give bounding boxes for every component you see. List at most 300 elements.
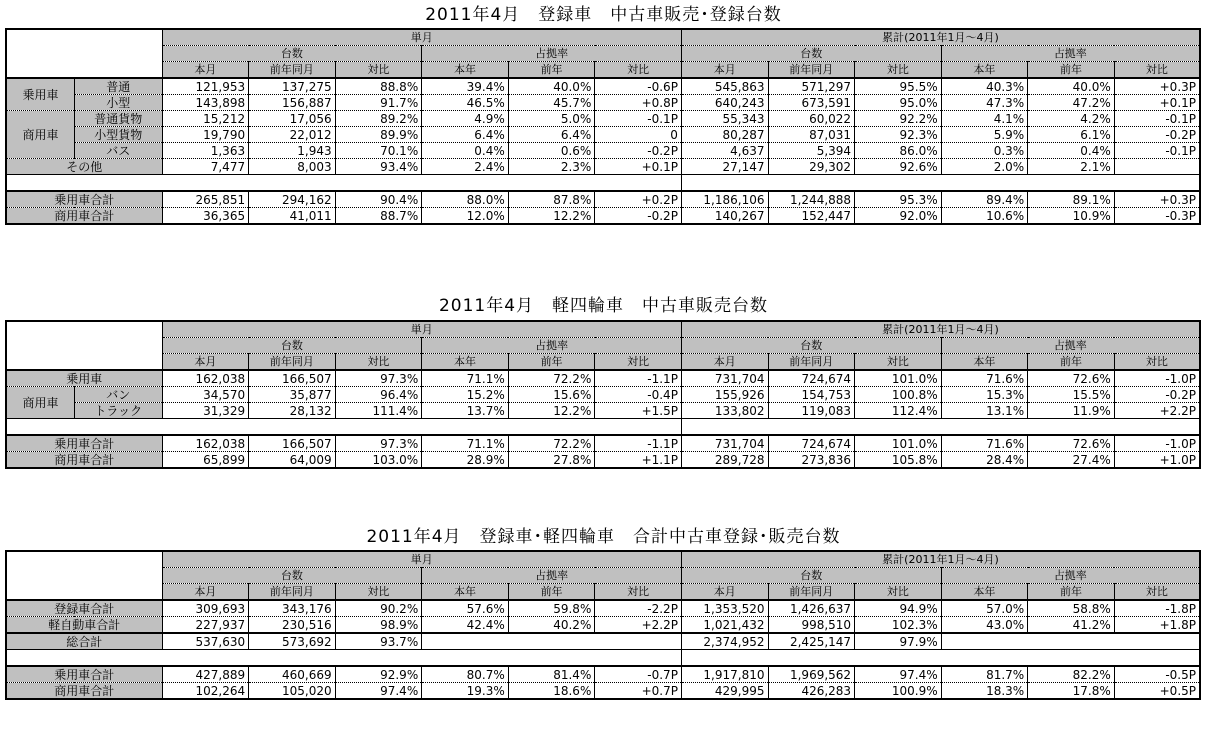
value-cell: 94.9%	[855, 600, 942, 617]
header-prev-year: 前年	[1028, 584, 1115, 601]
header-ratio: 対比	[855, 62, 942, 79]
value-cell: 2.4%	[422, 159, 509, 175]
value-cell: 427,889	[162, 666, 249, 683]
value-cell: 140,267	[681, 208, 768, 225]
table-row	[6, 127, 1200, 143]
value-cell: -1.0P	[1114, 435, 1200, 452]
value-cell: +0.7P	[595, 683, 682, 700]
value-cell: 15.3%	[941, 387, 1028, 403]
value-cell: 166,507	[249, 435, 336, 452]
value-cell: 166,507	[249, 370, 336, 387]
value-cell: 89.2%	[335, 111, 422, 127]
row-label: バス	[74, 143, 162, 159]
header-ratio: 対比	[335, 584, 422, 601]
header-this-month: 本月	[162, 584, 249, 601]
total-row	[6, 435, 1200, 452]
value-cell: 97.4%	[855, 666, 942, 683]
header-this-year: 本年	[422, 584, 509, 601]
value-cell: 1,363	[162, 143, 249, 159]
header-ratio: 対比	[595, 354, 682, 371]
value-cell: 1,969,562	[768, 666, 855, 683]
value-cell: 2.3%	[508, 159, 595, 175]
value-cell: 59.8%	[508, 600, 595, 617]
value-cell: 731,704	[681, 435, 768, 452]
value-cell: 72.2%	[508, 435, 595, 452]
row-label: 乗用車	[6, 370, 162, 387]
table-row	[6, 143, 1200, 159]
total-row	[6, 683, 1200, 700]
value-cell: 100.9%	[855, 683, 942, 700]
value-cell: 137,275	[249, 78, 336, 95]
header-prev-same: 前年同月	[768, 354, 855, 371]
value-cell: 101.0%	[855, 435, 942, 452]
value-cell: 12.2%	[508, 403, 595, 419]
value-cell: 28.4%	[941, 452, 1028, 469]
value-cell: 15.6%	[508, 387, 595, 403]
table-row	[6, 617, 1200, 634]
header-share-single: 占拠率	[422, 46, 682, 62]
value-cell: 27.4%	[1028, 452, 1115, 469]
row-label: トラック	[74, 403, 162, 419]
header-prev-year: 前年	[508, 62, 595, 79]
header-single-month: 単月	[162, 551, 681, 568]
value-cell: -0.2P	[1114, 387, 1200, 403]
value-cell: 80,287	[681, 127, 768, 143]
value-cell: 92.2%	[855, 111, 942, 127]
value-cell: 40.0%	[1028, 78, 1115, 95]
header-this-year: 本年	[941, 584, 1028, 601]
value-cell: 1,917,810	[681, 666, 768, 683]
header-corner	[6, 551, 162, 600]
table1-title: 2011年4月 登録車 中古車販売･登録台数	[425, 5, 782, 25]
header-prev-same: 前年同月	[249, 584, 336, 601]
value-cell: 998,510	[768, 617, 855, 634]
value-cell: 731,704	[681, 370, 768, 387]
value-cell: 17.8%	[1028, 683, 1115, 700]
row-label: 普通貨物	[74, 111, 162, 127]
header-this-month: 本月	[681, 62, 768, 79]
value-cell: -0.4P	[595, 387, 682, 403]
value-cell: 71.1%	[422, 370, 509, 387]
header-row-period	[6, 551, 1200, 568]
value-cell: 2,425,147	[768, 633, 855, 650]
group-label-passenger: 乗用車	[6, 78, 74, 111]
spacer-row	[6, 650, 1200, 667]
table-row	[6, 159, 1200, 175]
header-ratio: 対比	[855, 354, 942, 371]
row-label: 軽自動車合計	[6, 617, 162, 634]
value-cell: 72.6%	[1028, 370, 1115, 387]
header-row-period	[6, 321, 1200, 338]
value-cell: 152,447	[768, 208, 855, 225]
value-cell: 429,995	[681, 683, 768, 700]
value-cell: 101.0%	[855, 370, 942, 387]
group-label-commercial: 商用車	[6, 387, 74, 419]
value-cell: +0.1P	[595, 159, 682, 175]
total-label: 乗用車合計	[6, 191, 162, 208]
value-cell: 18.3%	[941, 683, 1028, 700]
header-ratio: 対比	[335, 62, 422, 79]
value-cell: 28.9%	[422, 452, 509, 469]
header-row-group	[6, 568, 1200, 584]
value-cell: 95.0%	[855, 95, 942, 111]
table-row	[6, 370, 1200, 387]
value-cell: 60,022	[768, 111, 855, 127]
value-cell: 97.3%	[335, 435, 422, 452]
value-cell: 47.3%	[941, 95, 1028, 111]
header-ratio: 対比	[1114, 584, 1200, 601]
table-combined	[5, 550, 1201, 700]
value-cell: 265,851	[162, 191, 249, 208]
header-ratio: 対比	[335, 354, 422, 371]
grand-total-label: 総合計	[6, 633, 162, 650]
header-corner	[6, 29, 162, 78]
value-cell: 102,264	[162, 683, 249, 700]
value-cell: 162,038	[162, 435, 249, 452]
value-cell: 90.4%	[335, 191, 422, 208]
value-cell: 155,926	[681, 387, 768, 403]
value-cell: 55,343	[681, 111, 768, 127]
value-cell: 573,692	[249, 633, 336, 650]
value-cell: 103.0%	[335, 452, 422, 469]
table-row	[6, 78, 1200, 95]
value-cell: 100.8%	[855, 387, 942, 403]
value-cell: 42.4%	[422, 617, 509, 634]
header-this-month: 本月	[162, 62, 249, 79]
value-cell: 1,353,520	[681, 600, 768, 617]
value-cell: 673,591	[768, 95, 855, 111]
value-cell: 98.9%	[335, 617, 422, 634]
value-cell: 71.6%	[941, 435, 1028, 452]
value-cell: 6.4%	[422, 127, 509, 143]
value-cell: 1,244,888	[768, 191, 855, 208]
value-cell: 343,176	[249, 600, 336, 617]
value-cell: 4.9%	[422, 111, 509, 127]
value-cell: 92.6%	[855, 159, 942, 175]
value-cell: 71.6%	[941, 370, 1028, 387]
value-cell: 96.4%	[335, 387, 422, 403]
total-row	[6, 452, 1200, 469]
value-cell: 27.8%	[508, 452, 595, 469]
value-cell: 80.7%	[422, 666, 509, 683]
value-cell: 72.6%	[1028, 435, 1115, 452]
value-cell: 64,009	[249, 452, 336, 469]
header-row-group	[6, 46, 1200, 62]
value-cell: 724,674	[768, 435, 855, 452]
value-cell: +0.5P	[1114, 683, 1200, 700]
spacer-cell	[681, 175, 1200, 192]
header-corner	[6, 321, 162, 370]
header-share-single: 占拠率	[422, 568, 682, 584]
total-label: 商用車合計	[6, 208, 162, 225]
value-cell: 640,243	[681, 95, 768, 111]
value-cell: -1.8P	[1114, 600, 1200, 617]
value-cell: +1.8P	[1114, 617, 1200, 634]
header-units-single: 台数	[162, 568, 422, 584]
row-label: 小型	[74, 95, 162, 111]
total-row	[6, 666, 1200, 683]
value-cell: -0.6P	[595, 78, 682, 95]
value-cell: 1,021,432	[681, 617, 768, 634]
header-prev-year: 前年	[508, 354, 595, 371]
value-cell: 70.1%	[335, 143, 422, 159]
value-cell: +2.2P	[595, 617, 682, 634]
header-row-columns	[6, 354, 1200, 371]
header-this-month: 本月	[162, 354, 249, 371]
value-cell: 13.7%	[422, 403, 509, 419]
header-this-month: 本月	[681, 584, 768, 601]
value-cell: 92.0%	[855, 208, 942, 225]
value-cell: -0.1P	[1114, 143, 1200, 159]
value-cell: 93.7%	[335, 633, 422, 650]
value-cell: -0.3P	[1114, 208, 1200, 225]
header-ratio: 対比	[1114, 354, 1200, 371]
value-cell: 4.2%	[1028, 111, 1115, 127]
value-cell: 27,147	[681, 159, 768, 175]
value-cell: 119,083	[768, 403, 855, 419]
value-cell: 47.2%	[1028, 95, 1115, 111]
value-cell: 58.8%	[1028, 600, 1115, 617]
value-cell: -0.2P	[1114, 127, 1200, 143]
header-share-cum: 占拠率	[941, 568, 1200, 584]
empty-cell	[422, 633, 682, 650]
value-cell: 82.2%	[1028, 666, 1115, 683]
value-cell: 31,329	[162, 403, 249, 419]
value-cell: 230,516	[249, 617, 336, 634]
grand-total-row	[6, 633, 1200, 650]
value-cell: 7,477	[162, 159, 249, 175]
value-cell: 35,877	[249, 387, 336, 403]
value-cell: 545,863	[681, 78, 768, 95]
header-ratio: 対比	[855, 584, 942, 601]
value-cell: -1.1P	[595, 435, 682, 452]
value-cell: 57.6%	[422, 600, 509, 617]
row-label: 登録車合計	[6, 600, 162, 617]
header-prev-year: 前年	[508, 584, 595, 601]
total-row	[6, 208, 1200, 225]
value-cell: -0.2P	[595, 143, 682, 159]
spacer-row	[6, 175, 1200, 192]
value-cell: 45.7%	[508, 95, 595, 111]
value-cell: 6.4%	[508, 127, 595, 143]
value-cell: 15.5%	[1028, 387, 1115, 403]
total-label: 商用車合計	[6, 683, 162, 700]
header-units-cum: 台数	[681, 46, 941, 62]
value-cell: 143,898	[162, 95, 249, 111]
row-label: その他	[6, 159, 162, 175]
value-cell: 0	[595, 127, 682, 143]
value-cell: 12.2%	[508, 208, 595, 225]
header-prev-same: 前年同月	[249, 62, 336, 79]
header-row-group	[6, 338, 1200, 354]
spacer-row	[6, 419, 1200, 436]
header-row-columns	[6, 62, 1200, 79]
value-cell: 89.4%	[941, 191, 1028, 208]
value-cell: 2,374,952	[681, 633, 768, 650]
header-units-single: 台数	[162, 338, 422, 354]
table3-title: 2011年4月 登録車･軽四輪車 合計中古車登録･販売台数	[366, 527, 841, 547]
value-cell: 0.3%	[941, 143, 1028, 159]
header-ratio: 対比	[595, 584, 682, 601]
value-cell: 22,012	[249, 127, 336, 143]
value-cell: 102.3%	[855, 617, 942, 634]
value-cell: -1.0P	[1114, 370, 1200, 387]
value-cell: 4,637	[681, 143, 768, 159]
value-cell: 227,937	[162, 617, 249, 634]
table-row	[6, 95, 1200, 111]
value-cell: 89.1%	[1028, 191, 1115, 208]
value-cell: 15.2%	[422, 387, 509, 403]
spacer-cell	[681, 650, 1200, 667]
total-label: 乗用車合計	[6, 666, 162, 683]
value-cell: 0.4%	[1028, 143, 1115, 159]
header-share-cum: 占拠率	[941, 46, 1200, 62]
value-cell: 8,003	[249, 159, 336, 175]
value-cell: 97.3%	[335, 370, 422, 387]
row-label: 普通	[74, 78, 162, 95]
header-ratio: 対比	[1114, 62, 1200, 79]
header-prev-year: 前年	[1028, 354, 1115, 371]
header-single-month: 単月	[162, 321, 681, 338]
value-cell: -2.2P	[595, 600, 682, 617]
value-cell: -0.1P	[1114, 111, 1200, 127]
header-units-single: 台数	[162, 46, 422, 62]
value-cell: -0.5P	[1114, 666, 1200, 683]
value-cell: +0.8P	[595, 95, 682, 111]
header-prev-same: 前年同月	[249, 354, 336, 371]
value-cell: +0.3P	[1114, 78, 1200, 95]
header-row-period	[6, 29, 1200, 46]
value-cell: 15,212	[162, 111, 249, 127]
value-cell: 46.5%	[422, 95, 509, 111]
value-cell: 156,887	[249, 95, 336, 111]
value-cell: 289,728	[681, 452, 768, 469]
value-cell: 162,038	[162, 370, 249, 387]
value-cell: 571,297	[768, 78, 855, 95]
value-cell: 41,011	[249, 208, 336, 225]
value-cell: 81.7%	[941, 666, 1028, 683]
value-cell: 97.9%	[855, 633, 942, 650]
value-cell: 40.3%	[941, 78, 1028, 95]
value-cell: -0.7P	[595, 666, 682, 683]
value-cell: 89.9%	[335, 127, 422, 143]
value-cell: 121,953	[162, 78, 249, 95]
value-cell: 88.7%	[335, 208, 422, 225]
value-cell: 28,132	[249, 403, 336, 419]
value-cell: 5.9%	[941, 127, 1028, 143]
value-cell: 105.8%	[855, 452, 942, 469]
header-cumulative: 累計(2011年1月～4月)	[681, 321, 1200, 338]
value-cell: 97.4%	[335, 683, 422, 700]
value-cell: 88.8%	[335, 78, 422, 95]
table-registered-vehicles	[5, 28, 1201, 225]
value-cell: 87,031	[768, 127, 855, 143]
spacer-cell	[6, 650, 681, 667]
value-cell: 36,365	[162, 208, 249, 225]
table-row	[6, 600, 1200, 617]
value-cell: 6.1%	[1028, 127, 1115, 143]
value-cell: 88.0%	[422, 191, 509, 208]
value-cell: 133,802	[681, 403, 768, 419]
spacer-cell	[6, 175, 681, 192]
value-cell: 105,020	[249, 683, 336, 700]
header-this-month: 本月	[681, 354, 768, 371]
total-label: 乗用車合計	[6, 435, 162, 452]
value-cell: -0.2P	[595, 208, 682, 225]
value-cell: 13.1%	[941, 403, 1028, 419]
value-cell	[1114, 159, 1200, 175]
header-this-year: 本年	[422, 62, 509, 79]
header-share-cum: 占拠率	[941, 338, 1200, 354]
row-label: バン	[74, 387, 162, 403]
value-cell: 18.6%	[508, 683, 595, 700]
value-cell: +0.3P	[1114, 191, 1200, 208]
value-cell: -0.1P	[595, 111, 682, 127]
value-cell: 43.0%	[941, 617, 1028, 634]
value-cell: +0.2P	[595, 191, 682, 208]
value-cell: 17,056	[249, 111, 336, 127]
value-cell: 294,162	[249, 191, 336, 208]
row-label: 小型貨物	[74, 127, 162, 143]
header-this-year: 本年	[941, 354, 1028, 371]
value-cell: 19.3%	[422, 683, 509, 700]
table-row	[6, 111, 1200, 127]
value-cell: 72.2%	[508, 370, 595, 387]
value-cell: 92.9%	[335, 666, 422, 683]
header-prev-same: 前年同月	[768, 584, 855, 601]
header-ratio: 対比	[595, 62, 682, 79]
value-cell: 724,674	[768, 370, 855, 387]
value-cell: +0.1P	[1114, 95, 1200, 111]
empty-cell	[941, 633, 1200, 650]
value-cell: 57.0%	[941, 600, 1028, 617]
value-cell: +1.0P	[1114, 452, 1200, 469]
value-cell: 91.7%	[335, 95, 422, 111]
value-cell: 86.0%	[855, 143, 942, 159]
value-cell: 81.4%	[508, 666, 595, 683]
value-cell: 11.9%	[1028, 403, 1115, 419]
value-cell: 426,283	[768, 683, 855, 700]
table-row	[6, 387, 1200, 403]
value-cell: 10.6%	[941, 208, 1028, 225]
spacer-cell	[6, 419, 681, 436]
value-cell: 93.4%	[335, 159, 422, 175]
value-cell: 5,394	[768, 143, 855, 159]
header-share-single: 占拠率	[422, 338, 682, 354]
value-cell: 19,790	[162, 127, 249, 143]
value-cell: 309,693	[162, 600, 249, 617]
value-cell: 29,302	[768, 159, 855, 175]
value-cell: 95.5%	[855, 78, 942, 95]
value-cell: 1,943	[249, 143, 336, 159]
value-cell: 4.1%	[941, 111, 1028, 127]
value-cell: 40.0%	[508, 78, 595, 95]
value-cell: 5.0%	[508, 111, 595, 127]
value-cell: 39.4%	[422, 78, 509, 95]
header-single-month: 単月	[162, 29, 681, 46]
value-cell: 40.2%	[508, 617, 595, 634]
spacer-cell	[681, 419, 1200, 436]
value-cell: 87.8%	[508, 191, 595, 208]
value-cell: 1,426,637	[768, 600, 855, 617]
header-this-year: 本年	[941, 62, 1028, 79]
value-cell: 2.1%	[1028, 159, 1115, 175]
header-units-cum: 台数	[681, 338, 941, 354]
value-cell: 0.6%	[508, 143, 595, 159]
header-units-cum: 台数	[681, 568, 941, 584]
value-cell: 460,669	[249, 666, 336, 683]
header-prev-year: 前年	[1028, 62, 1115, 79]
